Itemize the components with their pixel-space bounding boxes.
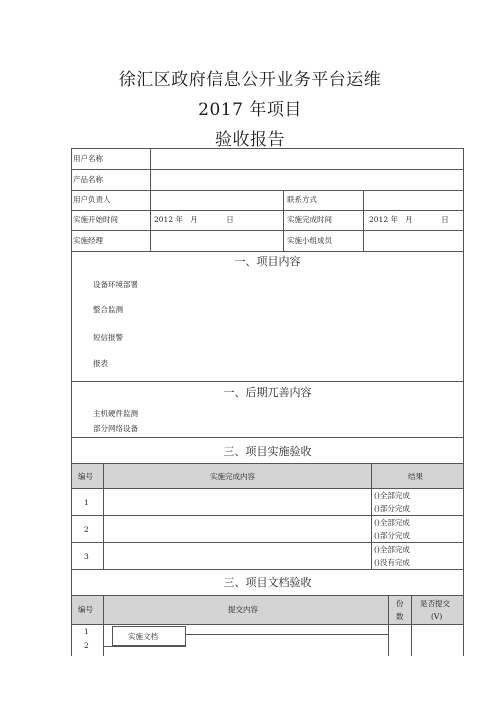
label-end-time: 实施完成时间 bbox=[287, 215, 332, 224]
acceptance-row-no: 2 bbox=[84, 525, 89, 534]
documentation-col-count: 数 bbox=[396, 612, 404, 621]
section-implementation-heading: 三、项目实施验收 bbox=[223, 445, 312, 458]
documentation-row-no: 1 bbox=[84, 627, 89, 636]
section-documentation-heading: 三、项目文档验收 bbox=[223, 576, 312, 589]
followup-item: 主机硬件监测 bbox=[93, 409, 138, 418]
acceptance-col-content: 实施完成内容 bbox=[210, 472, 255, 481]
result-option-partial[interactable]: ()部分完成 bbox=[374, 531, 410, 540]
label-manager: 实施经理 bbox=[73, 236, 103, 245]
acceptance-col-no: 编号 bbox=[78, 472, 93, 481]
label-product-name: 产品名称 bbox=[73, 175, 103, 184]
content-item: 短信报警 bbox=[93, 333, 123, 342]
label-contact: 联系方式 bbox=[287, 195, 317, 204]
documentation-col-content: 提交内容 bbox=[228, 605, 258, 614]
user-name-field[interactable] bbox=[152, 150, 462, 167]
report-title-line1: 徐汇区政府信息公开业务平台运维 bbox=[118, 70, 382, 90]
acceptance-table-header bbox=[72, 464, 463, 488]
label-user-lead: 用户负责人 bbox=[73, 195, 111, 204]
followup-item: 部分网络设备 bbox=[93, 424, 138, 433]
content-item: 报表 bbox=[93, 359, 108, 368]
report-title-line3: 验收报告 bbox=[215, 130, 285, 150]
section-followup-heading: 一、后期兀善内容 bbox=[223, 386, 312, 399]
result-option-partial[interactable]: ()部分完成 bbox=[374, 504, 410, 513]
acceptance-row-no: 3 bbox=[84, 552, 89, 561]
documentation-col-submitted: (V) bbox=[431, 612, 443, 621]
acceptance-col-result: 结果 bbox=[408, 472, 423, 481]
documentation-col-submitted: 是否提交 bbox=[420, 599, 450, 608]
documentation-col-no: 编号 bbox=[78, 605, 93, 614]
label-team: 实施小组成员 bbox=[287, 236, 332, 245]
documentation-col-count: 份 bbox=[396, 599, 404, 608]
acceptance-content-field[interactable] bbox=[105, 544, 369, 567]
result-option-all[interactable]: ()全部完成 bbox=[374, 545, 410, 554]
doc-label: 实施文档 bbox=[128, 632, 158, 641]
documentation-table-header bbox=[72, 596, 463, 624]
product-name-field[interactable] bbox=[152, 171, 462, 188]
acceptance-row-no: 1 bbox=[84, 498, 89, 507]
result-option-all[interactable]: ()全部完成 bbox=[374, 518, 410, 527]
result-option-all[interactable]: ()全部完成 bbox=[374, 491, 410, 500]
label-start-time: 实施开始时间 bbox=[73, 215, 118, 224]
documentation-row-no: 2 bbox=[84, 641, 89, 650]
content-item: 整合监测 bbox=[93, 305, 123, 314]
result-option-none[interactable]: ()没有完成 bbox=[374, 558, 410, 567]
section-project-content-heading: 一、项目内容 bbox=[234, 255, 301, 268]
acceptance-content-field[interactable] bbox=[105, 490, 369, 513]
end-time-value[interactable]: 2012 年 月 日 bbox=[369, 215, 449, 224]
start-time-value[interactable]: 2012 年 月 日 bbox=[154, 215, 234, 224]
acceptance-content-field[interactable] bbox=[105, 517, 369, 540]
content-item: 设备环境部署 bbox=[93, 280, 138, 289]
label-user-name: 用户名称 bbox=[73, 154, 103, 163]
report-title-line2: 2017 年项目 bbox=[198, 100, 302, 120]
